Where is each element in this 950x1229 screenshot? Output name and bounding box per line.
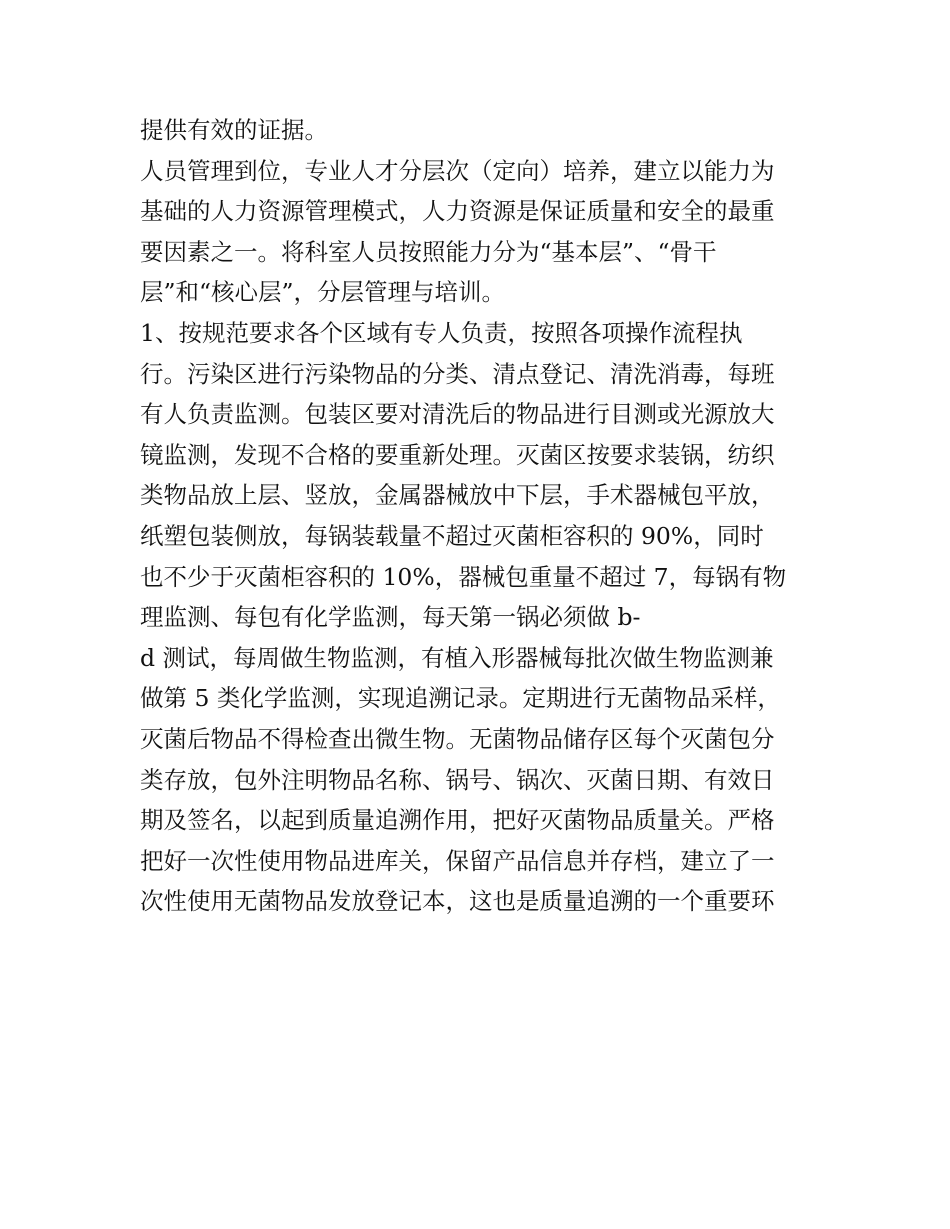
- text-line: 基础的人力资源管理模式，人力资源是保证质量和安全的最重: [140, 197, 775, 226]
- text-line: 次性使用无菌物品发放登记本，这也是质量追溯的一个重要环: [140, 887, 775, 916]
- text-line: 类存放，包外注明物品名称、锅号、锅次、灭菌日期、有效日: [140, 765, 775, 794]
- text-line: 镜监测，发现不合格的要重新处理。灭菌区按要求装锅，纺织: [140, 440, 775, 469]
- text-line: 灭菌后物品不得检查出微生物。无菌物品储存区每个灭菌包分: [140, 724, 775, 753]
- text-line: 纸塑包装侧放，每锅装载量不超过灭菌柜容积的 90%，同时: [140, 521, 764, 550]
- text-line: 提供有效的证据。: [140, 116, 328, 144]
- text-line: 层”和“核心层”，分层管理与培训。: [140, 278, 506, 307]
- text-line: 也不少于灭菌柜容积的 10%，器械包重量不超过 7，每锅有物: [140, 562, 787, 591]
- text-line: 有人负责监测。包装区要对清洗后的物品进行目测或光源放大: [140, 400, 775, 429]
- text-line: 人员管理到位，专业人才分层次（定向）培养，建立以能力为: [140, 156, 775, 185]
- text-line: 1、按规范要求各个区域有专人负责，按照各项操作流程执: [140, 318, 743, 347]
- text-line: d 测试，每周做生物监测，有植入形器械每批次做生物监测兼: [140, 643, 774, 672]
- body-text: [140, 110, 820, 922]
- text-line: 类物品放上层、竖放，金属器械放中下层，手术器械包平放，: [140, 481, 775, 510]
- text-line: 期及签名，以起到质量追溯作用，把好灭菌物品质量关。严格: [140, 806, 775, 835]
- text-line: 理监测、每包有化学监测，每天第一锅必须做 b-: [140, 603, 641, 632]
- text-line: 行。污染区进行污染物品的分类、清点登记、清洗消毒，每班: [140, 359, 775, 388]
- text-line: 把好一次性使用物品进库关，保留产品信息并存档，建立了一: [140, 846, 775, 875]
- text-line: 要因素之一。将科室人员按照能力分为“基本层”、“骨干: [140, 237, 717, 266]
- text-line: 做第 5 类化学监测，实现追溯记录。定期进行无菌物品采样，: [140, 684, 781, 713]
